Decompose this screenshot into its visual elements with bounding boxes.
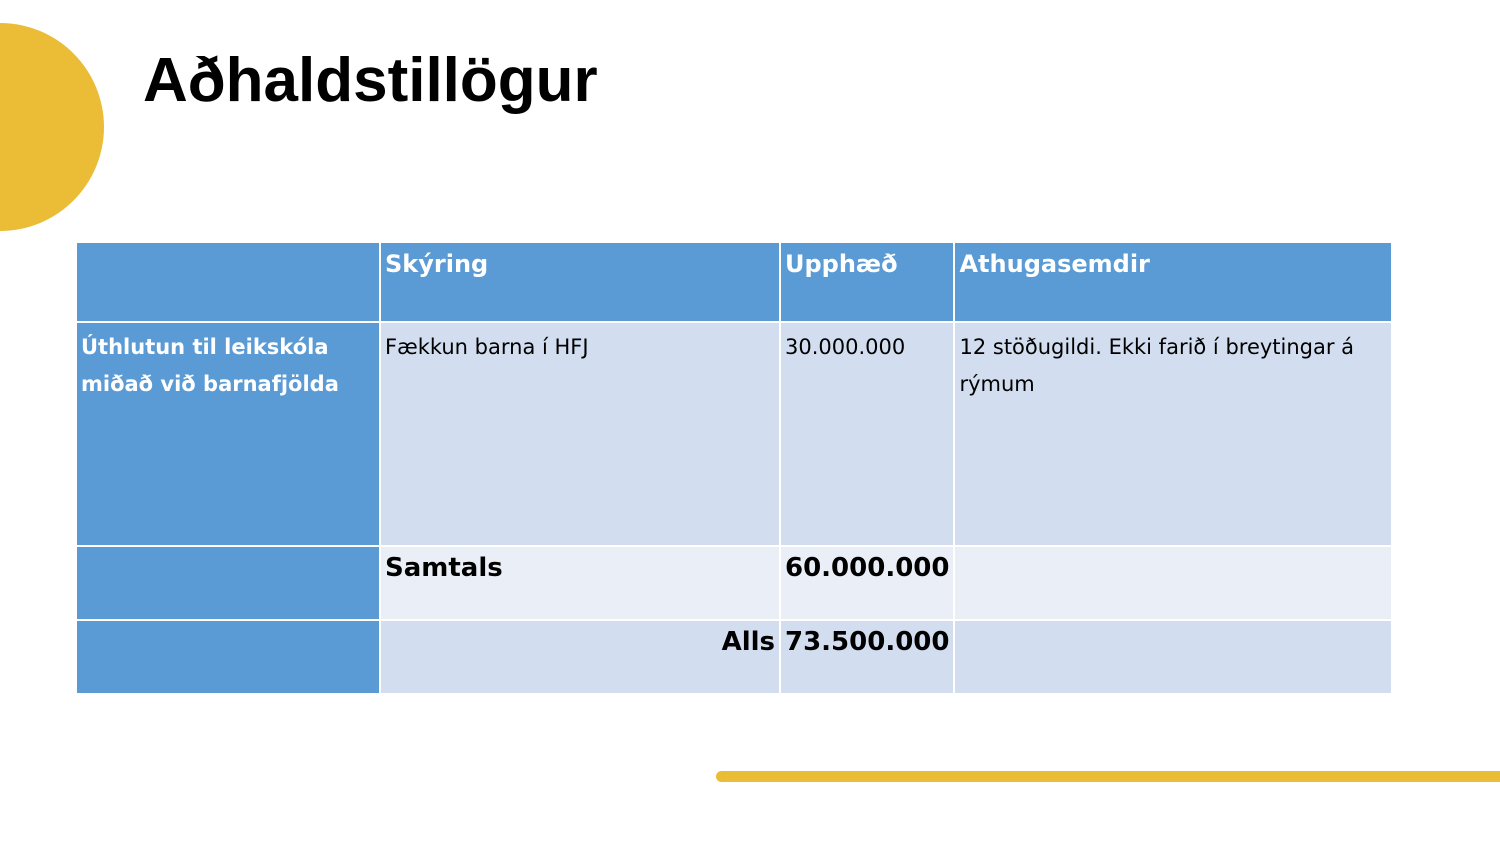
total-comments xyxy=(954,620,1392,694)
total-label: Alls xyxy=(380,620,780,694)
row-comments: 12 stöðugildi. Ekki farið í breytingar á rýmum xyxy=(954,322,1392,546)
total-row xyxy=(76,620,1392,694)
subtotal-row xyxy=(76,546,1392,620)
decorative-bar xyxy=(716,771,1500,782)
subtotal-amount: 60.000.000 xyxy=(780,546,954,620)
table-row xyxy=(76,322,1392,546)
subtotal-label: Samtals xyxy=(380,546,780,620)
total-amount: 73.500.000 xyxy=(780,620,954,694)
total-label-cell xyxy=(76,620,380,694)
budget-table xyxy=(75,241,1393,695)
header-athugasemdir: Athugasemdir xyxy=(954,242,1392,322)
header-skyring: Skýring xyxy=(380,242,780,322)
table-header-row xyxy=(76,242,1392,322)
slide-title: Aðhaldstillögur xyxy=(143,46,598,115)
subtotal-comments xyxy=(954,546,1392,620)
row-amount: 30.000.000 xyxy=(780,322,954,546)
subtotal-label-cell xyxy=(76,546,380,620)
row-label: Úthlutun til leikskóla miðað við barnafjölda xyxy=(76,322,380,546)
decorative-circle xyxy=(0,23,104,231)
header-empty-cell xyxy=(76,242,380,322)
row-description: Fækkun barna í HFJ xyxy=(380,322,780,546)
header-upphaed: Upphæð xyxy=(780,242,954,322)
